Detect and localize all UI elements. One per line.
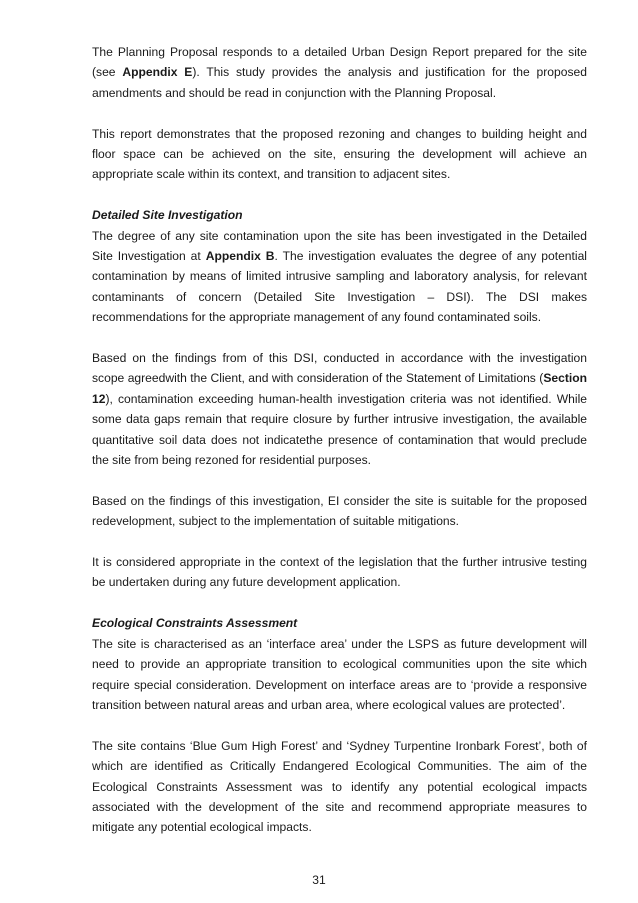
paragraph-endangered-communities: The site contains ‘Blue Gum High Forest’ and ‘Sydney Turpentine Ironbark Forest’, both of which are identified as Critically Endangered Ecological Communities. The aim of the Ecological Constraints Assessment was to identify any potential ecological impacts associated with the development of the site and recommend appropriate measures to mitigate any potential ecological impacts. [92,738,587,835]
appendix-b-reference: Appendix B [205,249,275,264]
paragraph-dsi-intro [92,226,587,328]
heading-ecological-constraints: Ecological Constraints Assessment [92,616,298,631]
appendix-e-reference: Appendix E [122,65,193,80]
paragraph-text: . The investigation evaluates the degree of any potential contamination by means of limited intrusive sampling and laboratory analysis, for relevant contaminants of concern (Detailed Site Investigation – DSI). The DSI makes recommendations for the appropriate management of any found contaminated soils. [92,249,587,325]
page-number: 31 [312,873,326,887]
paragraph-urban-design [92,42,587,103]
paragraph-suitability: Based on the findings of this investigation, EI consider the site is suitable for the proposed redevelopment, subject to the implementation of suitable mitigations. [92,493,587,529]
paragraph-further-testing: It is considered appropriate in the context of the legislation that the further intrusive testing be undertaken during any future development application. [92,555,587,590]
paragraph-text: The degree of any site contamination upon the site has been investigated in the Detailed Site Investigation at [92,228,587,264]
paragraph-dsi-findings [92,348,587,470]
document-page [92,42,587,838]
paragraph-text: ). This study provides the analysis and justification for the proposed amendments and should be read in conjunction with the Planning Proposal. [92,65,587,100]
heading-detailed-site-investigation: Detailed Site Investigation [92,208,243,223]
section-12-reference: Section 12 [92,371,587,406]
paragraph-text: ), contamination exceeding human-health investigation criteria was not identified. While some data gaps remain that require closure by further intrusive investigation, the available quantitative soil data does not indicatethe presence of contamination that would preclude the site from being rezoned for residential purposes. [92,391,587,468]
paragraph-rezoning: This report demonstrates that the proposed rezoning and changes to building height and floor space can be achieved on the site, ensuring the development will achieve an appropriate scale within its context, and transition to adjacent sites. [92,126,587,182]
paragraph-text: The Planning Proposal responds to a detailed Urban Design Report prepared for the site (see [92,45,587,80]
paragraph-interface-area: The site is characterised as an ‘interface area’ under the LSPS as future development will need to provide an appropriate transition to ecological communities upon the site which require special consideration. Development on interface areas are to ‘provide a responsive transition between natural areas and urban area, where ecological values are protected’. [92,636,587,712]
paragraph-text: Based on the findings from of this DSI, conducted in accordance with the investigation scope agreedwith the Client, and with consideration of the Statement of Limitations ( [92,351,587,386]
